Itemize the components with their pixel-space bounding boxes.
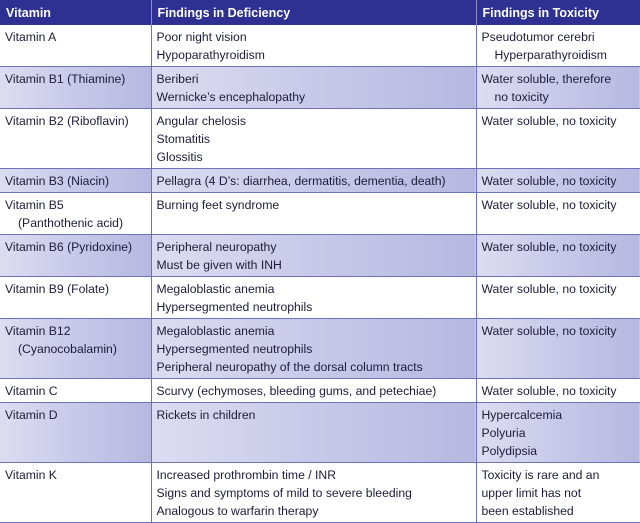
header-toxicity: Findings in Toxicity bbox=[476, 0, 640, 25]
toxicity-cell bbox=[476, 277, 640, 319]
cell-line: Pseudotumor cerebri bbox=[481, 30, 595, 44]
deficiency-cell bbox=[151, 169, 476, 193]
cell-line: Hypoparathyroidism bbox=[156, 48, 265, 62]
cell-line: upper limit has not bbox=[481, 486, 582, 500]
deficiency-cell bbox=[151, 319, 476, 379]
cell-line: Water soluble, no toxicity bbox=[481, 174, 617, 188]
cell-line: Megaloblastic anemia bbox=[156, 282, 275, 296]
vitamin-cell bbox=[0, 67, 151, 109]
cell-line: Water soluble, no toxicity bbox=[481, 198, 617, 212]
cell-line: no toxicity bbox=[494, 90, 549, 104]
toxicity-cell bbox=[476, 169, 640, 193]
cell-line: Vitamin B2 (Riboflavin) bbox=[5, 114, 129, 128]
vitamin-cell bbox=[0, 169, 151, 193]
toxicity-cell bbox=[476, 379, 640, 403]
cell-line: Polyuria bbox=[481, 426, 526, 440]
table-row bbox=[0, 277, 640, 319]
cell-line: Vitamin B9 (Folate) bbox=[5, 282, 110, 296]
table-row bbox=[0, 169, 640, 193]
cell-line: Vitamin B12 bbox=[5, 324, 71, 338]
deficiency-cell bbox=[151, 379, 476, 403]
toxicity-cell bbox=[476, 235, 640, 277]
deficiency-cell bbox=[151, 67, 476, 109]
cell-line: Burning feet syndrome bbox=[156, 198, 280, 212]
cell-line: Vitamin C bbox=[5, 384, 58, 398]
cell-line: Toxicity is rare and an bbox=[481, 468, 600, 482]
cell-line: Glossitis bbox=[156, 150, 203, 164]
deficiency-cell bbox=[151, 25, 476, 67]
cell-line: Vitamin K bbox=[5, 468, 57, 482]
vitamin-cell bbox=[0, 25, 151, 67]
cell-line: Water soluble, no toxicity bbox=[481, 282, 617, 296]
cell-line: Peripheral neuropathy of the dorsal column tracts bbox=[156, 360, 423, 374]
cell-line: Vitamin D bbox=[5, 408, 58, 422]
cell-line: Hypercalcemia bbox=[481, 408, 563, 422]
cell-line: Scurvy (echymoses, bleeding gums, and petechiae) bbox=[156, 384, 437, 398]
table-row bbox=[0, 109, 640, 169]
cell-line: Water soluble, no toxicity bbox=[481, 324, 617, 338]
cell-line: Increased prothrombin time / INR bbox=[156, 468, 336, 482]
deficiency-cell bbox=[151, 109, 476, 169]
toxicity-cell bbox=[476, 193, 640, 235]
cell-line: Angular chelosis bbox=[156, 114, 246, 128]
vitamin-cell bbox=[0, 193, 151, 235]
toxicity-cell bbox=[476, 25, 640, 67]
cell-line: (Cyanocobalamin) bbox=[18, 342, 117, 356]
table-row bbox=[0, 379, 640, 403]
cell-line: Hypersegmented neutrophils bbox=[156, 342, 313, 356]
cell-line: Signs and symptoms of mild to severe bleeding bbox=[156, 486, 412, 500]
cell-line: Hypersegmented neutrophils bbox=[156, 300, 313, 314]
cell-line: Polydipsia bbox=[481, 444, 538, 458]
cell-line: Must be given with INH bbox=[156, 258, 282, 272]
header-deficiency: Findings in Deficiency bbox=[151, 0, 476, 25]
cell-line: Analogous to warfarin therapy bbox=[156, 504, 319, 518]
cell-line: Water soluble, no toxicity bbox=[481, 114, 617, 128]
vitamin-cell bbox=[0, 403, 151, 463]
cell-line: Hyperparathyroidism bbox=[494, 48, 607, 62]
toxicity-cell bbox=[476, 109, 640, 169]
header-row bbox=[0, 0, 640, 25]
cell-line: Megaloblastic anemia bbox=[156, 324, 275, 338]
cell-line: Stomatitis bbox=[156, 132, 211, 146]
cell-line: Vitamin B3 (Niacin) bbox=[5, 174, 110, 188]
vitamin-cell bbox=[0, 277, 151, 319]
cell-line: Vitamin B6 (Pyridoxine) bbox=[5, 240, 133, 254]
cell-line: Poor night vision bbox=[156, 30, 247, 44]
table-row bbox=[0, 463, 640, 523]
cell-line: Beriberi bbox=[156, 72, 199, 86]
cell-line: Rickets in children bbox=[156, 408, 256, 422]
table-row bbox=[0, 67, 640, 109]
vitamin-cell bbox=[0, 235, 151, 277]
toxicity-cell bbox=[476, 403, 640, 463]
deficiency-cell bbox=[151, 193, 476, 235]
vitamin-cell bbox=[0, 109, 151, 169]
table-row bbox=[0, 25, 640, 67]
vitamin-cell bbox=[0, 463, 151, 523]
deficiency-cell bbox=[151, 403, 476, 463]
vitamin-cell bbox=[0, 319, 151, 379]
toxicity-cell bbox=[476, 67, 640, 109]
deficiency-cell bbox=[151, 277, 476, 319]
header-vitamin: Vitamin bbox=[0, 0, 151, 25]
cell-line: Pellagra (4 D’s: diarrhea, dermatitis, dementia, death) bbox=[156, 174, 446, 188]
table-row bbox=[0, 403, 640, 463]
toxicity-cell bbox=[476, 319, 640, 379]
cell-line: Wernicke’s encephalopathy bbox=[156, 90, 306, 104]
toxicity-cell bbox=[476, 463, 640, 523]
cell-line: Vitamin B1 (Thiamine) bbox=[5, 72, 126, 86]
cell-line: Vitamin A bbox=[5, 30, 57, 44]
deficiency-cell bbox=[151, 235, 476, 277]
cell-line: Water soluble, therefore bbox=[481, 72, 612, 86]
table-row bbox=[0, 193, 640, 235]
cell-line: been established bbox=[481, 504, 574, 518]
table-row bbox=[0, 235, 640, 277]
cell-line: (Panthothenic acid) bbox=[18, 216, 124, 230]
cell-line: Vitamin B5 bbox=[5, 198, 64, 212]
vitamin-cell bbox=[0, 379, 151, 403]
cell-line: Water soluble, no toxicity bbox=[481, 384, 617, 398]
table-row bbox=[0, 319, 640, 379]
cell-line: Water soluble, no toxicity bbox=[481, 240, 617, 254]
cell-line: Peripheral neuropathy bbox=[156, 240, 277, 254]
deficiency-cell bbox=[151, 463, 476, 523]
